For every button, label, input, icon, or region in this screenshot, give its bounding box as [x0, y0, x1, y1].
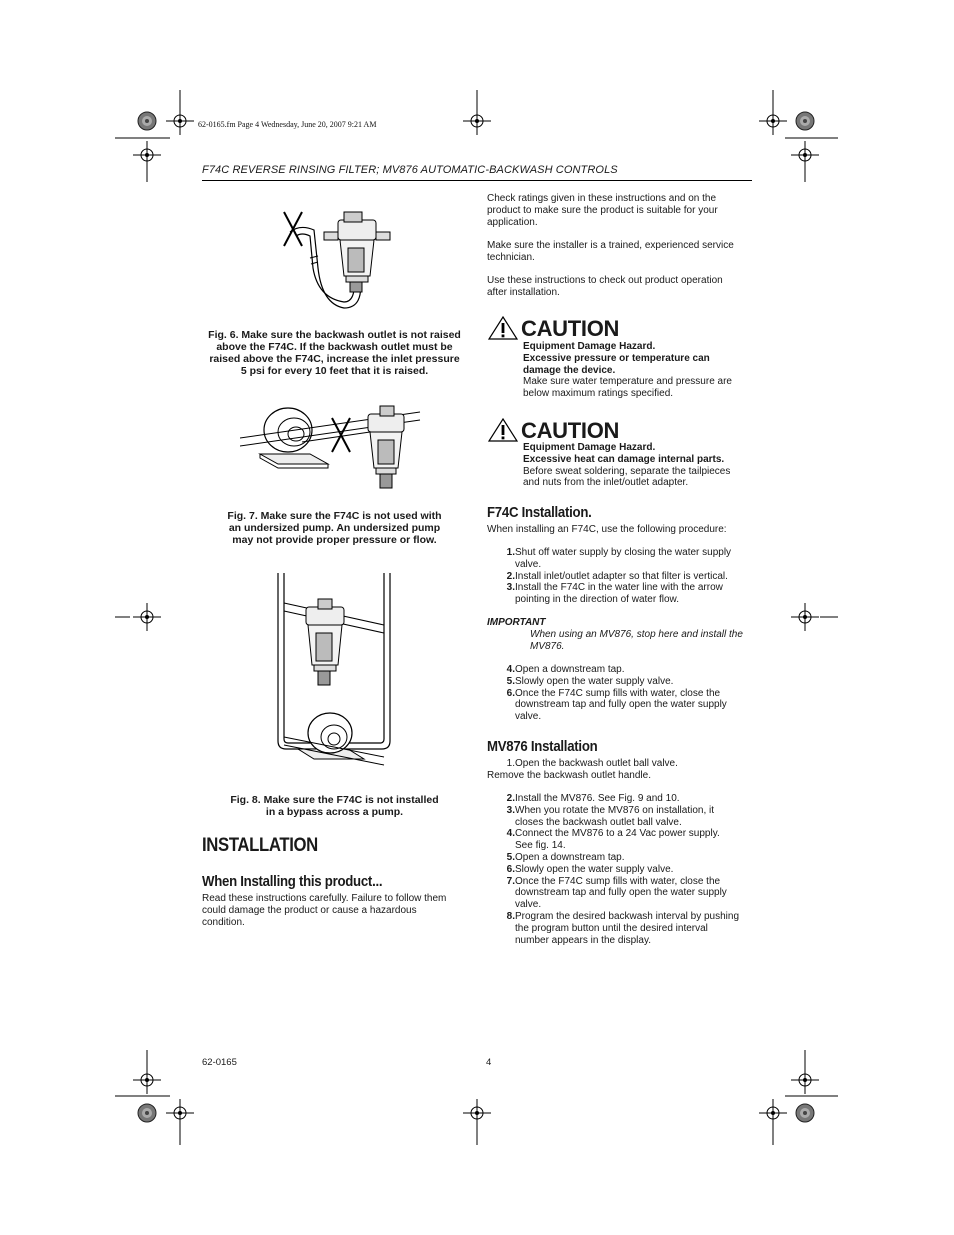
caution-body: [523, 442, 758, 489]
step-number: 3.: [506, 582, 515, 594]
fig6-caption-line: 5 psi for every 10 feet that it is raised.: [240, 365, 429, 377]
caution-line: Before sweat soldering, separate the tailpieces: [523, 465, 731, 477]
fig8-caption-line: in a bypass across a pump.: [265, 806, 404, 818]
step-text: valve.: [515, 899, 542, 911]
step-number: 1.: [506, 547, 515, 558]
important-line: When using an MV876, stop here and install the: [530, 629, 743, 640]
important-label: IMPORTANT: [487, 617, 546, 628]
fig7-caption-line: Fig. 7. Make sure the F74C is not used with: [227, 510, 442, 522]
step-number: 5.: [506, 675, 515, 687]
text-line: Make sure the installer is a trained, experienced service: [487, 240, 734, 251]
list-item: [487, 758, 757, 770]
footer-doc-number: 62-0165: [202, 1057, 237, 1068]
caution-line: Excessive heat can damage internal parts.: [523, 453, 725, 465]
step-number: 6.: [506, 687, 515, 699]
step-text-continued: Remove the backwash outlet handle.: [487, 769, 651, 781]
fig8-illustration: [268, 573, 403, 773]
step-text: Install inlet/outlet adapter so that filter is vertical.: [515, 570, 728, 582]
list-item: [487, 664, 757, 676]
list-item: [487, 571, 757, 583]
intro-paragraph-installer: [487, 240, 757, 264]
text-line: technician.: [487, 251, 535, 263]
f74c-installation-heading: F74C Installation.: [487, 504, 592, 521]
caution-line: Equipment Damage Hazard.: [523, 442, 656, 453]
fig7-caption: [202, 510, 467, 546]
caution-line: damage the device.: [523, 364, 616, 376]
list-item: [487, 876, 757, 911]
text-line: product to make sure the product is suitable for your: [487, 204, 718, 216]
list-item: [487, 911, 757, 946]
list-item: [487, 805, 757, 829]
step-text: valve.: [515, 711, 542, 723]
text-line: after installation.: [487, 286, 560, 298]
mv876-installation-heading: MV876 Installation: [487, 738, 598, 755]
step-number: 7.: [506, 875, 515, 887]
fig6-caption-line: raised above the F74C, increase the inlet pressure: [209, 353, 460, 365]
text-line: application.: [487, 216, 538, 228]
step-number: 2.: [506, 793, 515, 804]
step-text: Slowly open the water supply valve.: [515, 863, 674, 875]
caution-line: Excessive pressure or temperature can: [523, 352, 710, 364]
fig8-caption: [202, 794, 467, 818]
step-number: 8.: [506, 910, 515, 922]
step-text: Open a downstream tap.: [515, 664, 625, 675]
list-item: [487, 864, 757, 876]
step-text: closes the backwash outlet ball valve.: [515, 816, 682, 828]
step-text: Shut off water supply by closing the water supply: [515, 547, 732, 558]
warning-triangle-icon: [488, 316, 518, 340]
text-line: condition.: [202, 916, 245, 928]
footer-page-number: 4: [486, 1057, 492, 1068]
intro-paragraph-ratings: [487, 193, 757, 228]
step-text: Open the backwash outlet ball valve.: [515, 758, 678, 769]
step-text: Install the F74C in the water line with the arrow: [515, 582, 723, 594]
step-number: 4.: [506, 828, 515, 840]
list-item: [487, 547, 757, 571]
step-text: valve.: [515, 558, 542, 570]
list-item: [487, 676, 757, 688]
important-line: MV876.: [530, 640, 565, 652]
mv876-step1: [487, 758, 757, 782]
fig7-caption-line: an undersized pump. An undersized pump: [228, 522, 441, 534]
caution-body: [523, 341, 758, 400]
caution-heading: CAUTION: [521, 316, 620, 341]
fig6-illustration: [278, 208, 408, 316]
fig8-caption-line: Fig. 8. Make sure the F74C is not installed: [230, 794, 439, 806]
step-text: Slowly open the water supply valve.: [515, 675, 674, 687]
f74c-steps-list: [487, 547, 757, 606]
step-text: downstream tap and fully open the water supply: [515, 887, 727, 899]
step-text: When you rotate the MV876 on installation, it: [515, 804, 715, 816]
caution-heading: CAUTION: [521, 418, 620, 443]
text-line: could damage the product or cause a hazardous: [202, 904, 417, 916]
list-item: [487, 793, 757, 805]
step-text: Open a downstream tap.: [515, 851, 625, 863]
warning-triangle-icon: [488, 418, 518, 442]
step-number: 3.: [506, 804, 515, 816]
when-installing-text: [202, 893, 472, 928]
text-line: Check ratings given in these instructions and on the: [487, 193, 717, 204]
caution-line: Equipment Damage Hazard.: [523, 341, 656, 352]
list-item: [487, 828, 757, 852]
step-text: Once the F74C sump fills with water, close the: [515, 875, 721, 887]
fig6-caption-line: Fig. 6. Make sure the backwash outlet is not raised: [208, 329, 461, 341]
fig7-caption-line: may not provide proper pressure or flow.: [232, 534, 437, 546]
step-number: 4.: [506, 664, 515, 675]
when-installing-heading: When Installing this product...: [202, 873, 383, 890]
step-number: 1.: [506, 758, 515, 769]
caution-line: Make sure water temperature and pressure are: [523, 376, 732, 388]
step-text: the program button until the desired interval: [515, 922, 708, 934]
installation-heading: INSTALLATION: [202, 835, 318, 856]
step-number: 5.: [506, 851, 515, 863]
step-text: See fig. 14.: [515, 840, 566, 852]
text-line: Read these instructions carefully. Failure to follow them: [202, 893, 447, 904]
fig7-illustration: [240, 398, 425, 498]
print-info: 62-0165.fm Page 4 Wednesday, June 20, 2007 9:21 AM: [198, 120, 377, 129]
step-number: 6.: [506, 863, 515, 875]
step-text: downstream tap and fully open the water supply: [515, 699, 727, 711]
step-text: Install the MV876. See Fig. 9 and 10.: [515, 793, 680, 804]
fig6-caption: [202, 329, 467, 377]
text-line: Use these instructions to check out product operation: [487, 275, 723, 286]
page-header-title: F74C REVERSE RINSING FILTER; MV876 AUTOMATIC-BACKWASH CONTROLS: [202, 164, 618, 176]
f74c-steps-list-continued: [487, 664, 757, 723]
important-note: [530, 629, 760, 653]
step-text: number appears in the display.: [515, 934, 652, 946]
caution-line: below maximum ratings specified.: [523, 388, 674, 400]
step-text: Connect the MV876 to a 24 Vac power supply.: [515, 828, 720, 840]
f74c-intro: When installing an F74C, use the following procedure:: [487, 524, 727, 535]
caution-line: and nuts from the inlet/outlet adapter.: [523, 477, 689, 489]
list-item: [487, 582, 757, 606]
step-text: Once the F74C sump fills with water, close the: [515, 687, 721, 699]
step-text: pointing in the direction of water flow.: [515, 594, 679, 606]
list-item: [487, 688, 757, 723]
step-text: Program the desired backwash interval by pushing: [515, 910, 740, 922]
fig6-caption-line: above the F74C. If the backwash outlet must be: [216, 341, 453, 353]
mv876-steps-list: [487, 793, 757, 946]
step-number: 2.: [506, 570, 515, 582]
intro-paragraph-checkout: [487, 275, 757, 299]
list-item: [487, 852, 757, 864]
header-rule: [202, 180, 752, 181]
